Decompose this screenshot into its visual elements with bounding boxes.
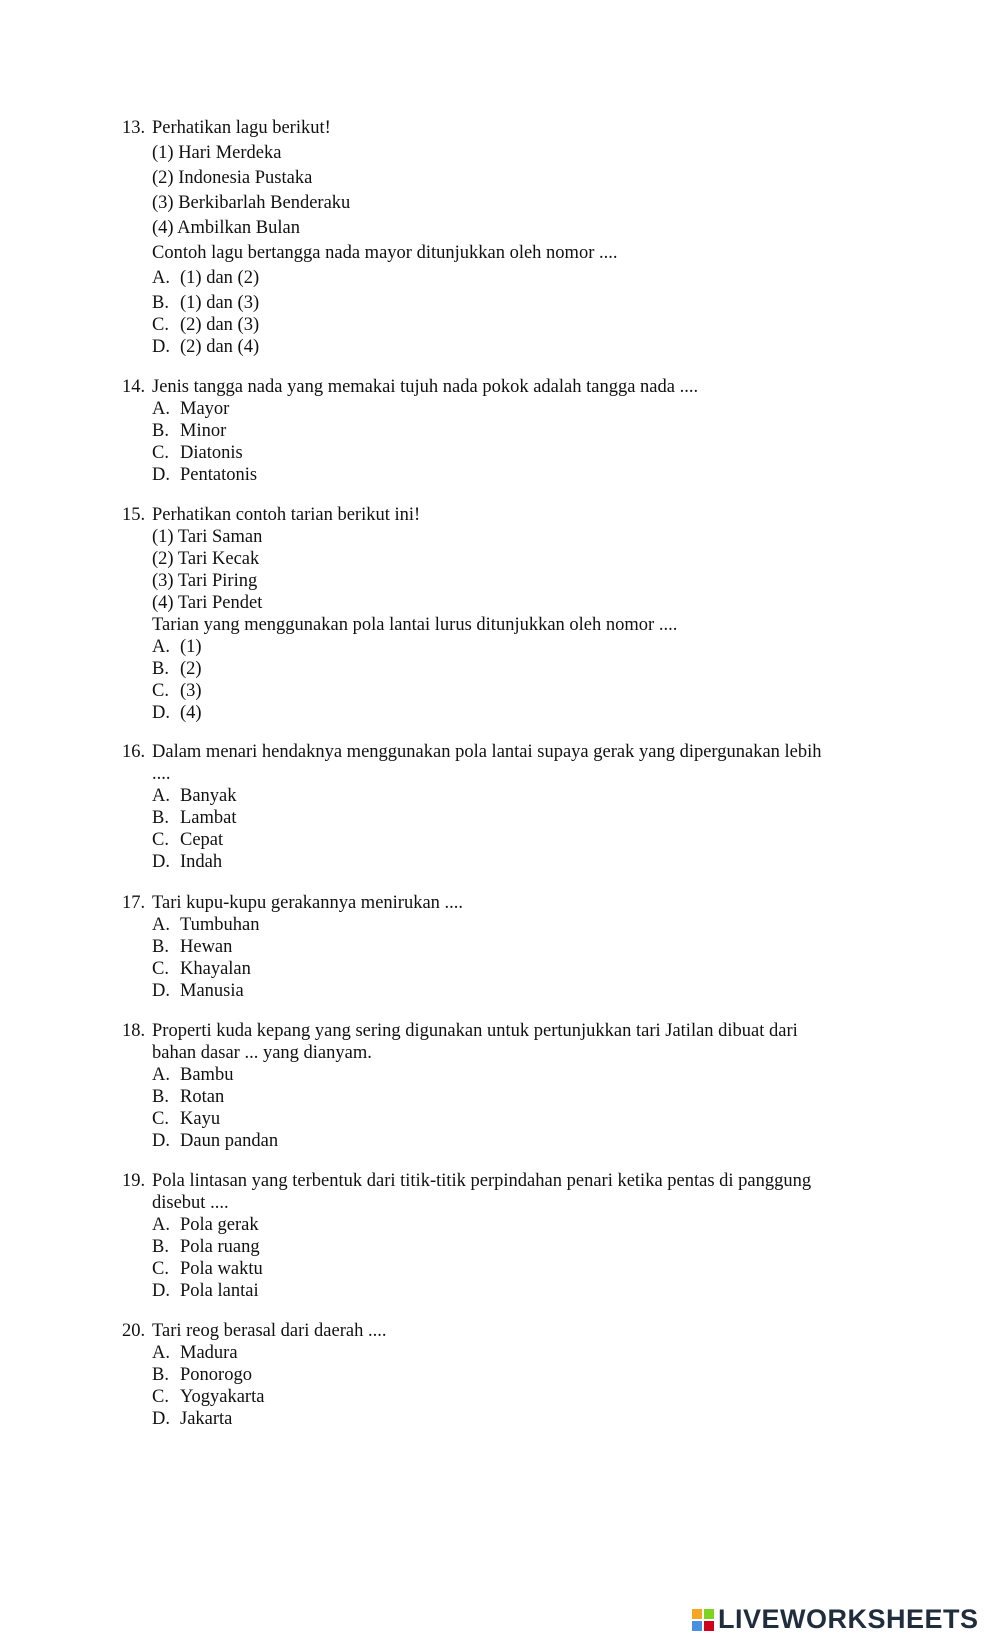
option-text: Pola gerak: [180, 1215, 259, 1235]
option-text: Ponorogo: [180, 1365, 252, 1385]
option-label: C.: [152, 959, 169, 979]
option-label: B.: [152, 937, 169, 957]
option-c[interactable]: [122, 1108, 882, 1130]
option-text: (4): [180, 703, 202, 723]
option-label: C.: [152, 1109, 169, 1129]
option-d[interactable]: [122, 1408, 882, 1430]
option-text: Minor: [180, 421, 227, 441]
option-b[interactable]: [122, 1086, 882, 1108]
option-text: Lambat: [180, 808, 237, 828]
question-number: 14.: [122, 377, 146, 397]
question-stem: Tarian yang menggunakan pola lantai lurus ditunjukkan oleh nomor ....: [152, 615, 678, 635]
option-label: A.: [152, 268, 170, 288]
option-c[interactable]: [122, 958, 882, 980]
option-a[interactable]: [122, 1064, 882, 1086]
option-label: C.: [152, 681, 169, 701]
question-prompt: 13. Perhatikan lagu berikut!: [122, 118, 331, 138]
question-18: [122, 1020, 882, 1152]
option-text: Pola waktu: [180, 1259, 263, 1279]
option-label: B.: [152, 421, 169, 441]
question-14: [122, 376, 882, 486]
option-text: Cepat: [180, 830, 224, 850]
option-text: Hewan: [180, 937, 233, 957]
list-item: (1) Hari Merdeka: [152, 143, 282, 163]
option-c[interactable]: [122, 829, 882, 851]
option-text: Daun pandan: [180, 1131, 279, 1151]
question-stem: Contoh lagu bertangga nada mayor ditunjukkan oleh nomor ....: [152, 243, 618, 263]
option-b[interactable]: [122, 807, 882, 829]
option-b[interactable]: [122, 292, 882, 314]
question-number: 13.: [122, 118, 146, 138]
option-c[interactable]: [122, 680, 882, 702]
option-label: B.: [152, 808, 169, 828]
option-label: A.: [152, 1215, 170, 1235]
question-prompt: 17. Tari kupu-kupu gerakannya menirukan ....: [122, 893, 464, 913]
option-c[interactable]: [122, 1258, 882, 1280]
option-d[interactable]: [122, 464, 882, 486]
option-label: D.: [152, 337, 170, 357]
option-b[interactable]: [122, 936, 882, 958]
option-d[interactable]: [122, 1280, 882, 1302]
option-label: C.: [152, 830, 169, 850]
option-label: C.: [152, 443, 169, 463]
option-label: D.: [152, 1281, 170, 1301]
liveworksheets-icon: [692, 1609, 714, 1631]
liveworksheets-logo[interactable]: [692, 1604, 979, 1635]
option-label: A.: [152, 1065, 170, 1085]
option-text: Kayu: [180, 1109, 221, 1129]
option-label: D.: [152, 852, 170, 872]
option-b[interactable]: [122, 1364, 882, 1386]
option-a[interactable]: [122, 914, 882, 936]
option-c[interactable]: [122, 1386, 882, 1408]
question-prompt-continued: ....: [152, 764, 171, 784]
option-text: (2) dan (3): [180, 315, 260, 335]
option-text: Manusia: [180, 981, 244, 1001]
question-prompt: 20. Tari reog berasal dari daerah ....: [122, 1321, 387, 1341]
option-text: Bambu: [180, 1065, 234, 1085]
option-text: Pola lantai: [180, 1281, 259, 1301]
option-a[interactable]: [122, 636, 882, 658]
question-17: [122, 892, 882, 1002]
brand-name: LIVEWORKSHEETS: [718, 1604, 979, 1634]
question-number: 15.: [122, 505, 146, 525]
question-prompt: 16. Dalam menari hendaknya menggunakan pola lantai supaya gerak yang dipergunakan lebih: [122, 742, 822, 762]
option-text: Tumbuhan: [180, 915, 260, 935]
option-text: (1): [180, 637, 202, 657]
option-text: Banyak: [180, 786, 237, 806]
option-label: D.: [152, 1131, 170, 1151]
question-20: [122, 1320, 882, 1430]
question-prompt: 15. Perhatikan contoh tarian berikut ini!: [122, 505, 421, 525]
list-item: (4) Tari Pendet: [152, 593, 263, 613]
option-d[interactable]: [122, 1130, 882, 1152]
option-label: B.: [152, 293, 169, 313]
option-label: A.: [152, 637, 170, 657]
option-a[interactable]: [122, 1214, 882, 1236]
logo-square-icon: [704, 1621, 714, 1631]
list-item: (3) Tari Piring: [152, 571, 258, 591]
option-text: Pentatonis: [180, 465, 258, 485]
question-13: [122, 117, 882, 358]
question-number: 17.: [122, 893, 146, 913]
list-item: (2) Indonesia Pustaka: [152, 168, 313, 188]
question-prompt-continued: bahan dasar ... yang dianyam.: [152, 1043, 372, 1063]
question-prompt-continued: disebut ....: [152, 1193, 229, 1213]
option-b[interactable]: [122, 1236, 882, 1258]
option-label: A.: [152, 1343, 170, 1363]
option-a[interactable]: [122, 785, 882, 807]
option-label: D.: [152, 1409, 170, 1429]
question-number: 18.: [122, 1021, 146, 1041]
option-d[interactable]: [122, 851, 882, 873]
option-text: Diatonis: [180, 443, 243, 463]
option-a[interactable]: [122, 398, 882, 420]
option-a[interactable]: [122, 1342, 882, 1364]
option-label: C.: [152, 1259, 169, 1279]
option-text: Mayor: [180, 399, 230, 419]
option-c[interactable]: [122, 314, 882, 336]
option-c[interactable]: [122, 442, 882, 464]
option-label: C.: [152, 315, 169, 335]
option-text: (3): [180, 681, 202, 701]
option-label: B.: [152, 1087, 169, 1107]
logo-square-icon: [704, 1609, 714, 1619]
list-item: (1) Tari Saman: [152, 527, 263, 547]
option-label: B.: [152, 1365, 169, 1385]
option-text: (2) dan (4): [180, 337, 260, 357]
option-label: A.: [152, 786, 170, 806]
question-prompt: 19. Pola lintasan yang terbentuk dari titik-titik perpindahan penari ketika pentas di panggung: [122, 1171, 812, 1191]
option-label: D.: [152, 981, 170, 1001]
list-item: (2) Tari Kecak: [152, 549, 260, 569]
option-label: A.: [152, 915, 170, 935]
option-text: (1) dan (3): [180, 293, 260, 313]
option-text: Khayalan: [180, 959, 251, 979]
question-16: [122, 741, 882, 873]
option-d[interactable]: [122, 980, 882, 1002]
question-15: [122, 504, 882, 724]
question-prompt: 18. Properti kuda kepang yang sering digunakan untuk pertunjukkan tari Jatilan dibuat dari: [122, 1021, 798, 1041]
option-a[interactable]: [122, 267, 882, 289]
question-19: [122, 1170, 882, 1302]
logo-square-icon: [692, 1609, 702, 1619]
option-d[interactable]: [122, 702, 882, 724]
option-text: (2): [180, 659, 202, 679]
option-b[interactable]: [122, 420, 882, 442]
option-label: B.: [152, 1237, 169, 1257]
option-label: C.: [152, 1387, 169, 1407]
question-number: 20.: [122, 1321, 146, 1341]
list-item: (4) Ambilkan Bulan: [152, 218, 300, 238]
option-label: D.: [152, 703, 170, 723]
option-label: A.: [152, 399, 170, 419]
question-prompt: 14. Jenis tangga nada yang memakai tujuh nada pokok adalah tangga nada ....: [122, 377, 699, 397]
option-label: B.: [152, 659, 169, 679]
option-text: Pola ruang: [180, 1237, 260, 1257]
option-d[interactable]: [122, 336, 882, 358]
option-text: Indah: [180, 852, 223, 872]
option-text: Yogyakarta: [180, 1387, 265, 1407]
option-text: (1) dan (2): [180, 268, 260, 288]
question-number: 19.: [122, 1171, 146, 1191]
option-label: D.: [152, 465, 170, 485]
logo-square-icon: [692, 1621, 702, 1631]
question-number: 16.: [122, 742, 146, 762]
option-text: Rotan: [180, 1087, 225, 1107]
option-text: Madura: [180, 1343, 238, 1363]
list-item: (3) Berkibarlah Benderaku: [152, 193, 351, 213]
option-text: Jakarta: [180, 1409, 233, 1429]
option-b[interactable]: [122, 658, 882, 680]
